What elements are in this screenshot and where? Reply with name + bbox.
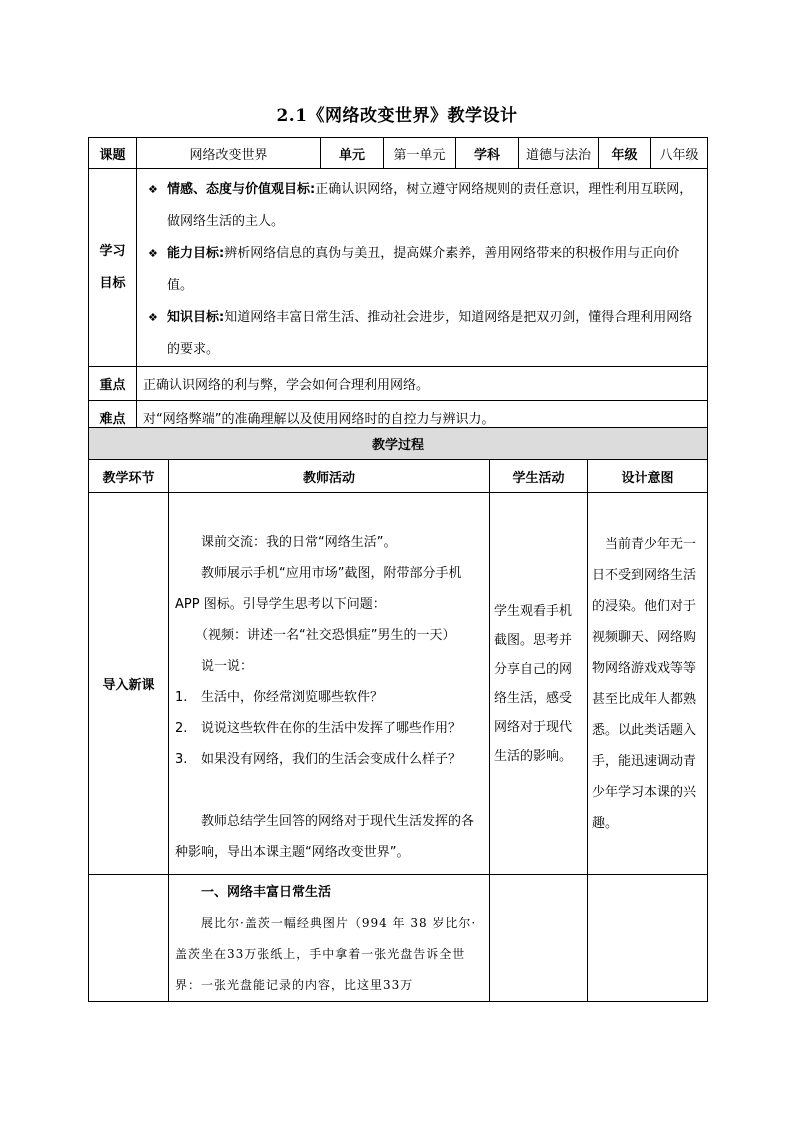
teacher-text: （视频：讲述一名“社交恐惧症”男生的一天） [195, 628, 456, 643]
objective-head: 知识目标: [167, 310, 225, 325]
unit-value: 第一单元 [384, 138, 456, 169]
objectives-label-1: 学习 [99, 243, 126, 259]
process-header: 教学过程 [89, 428, 708, 460]
stage-section1 [89, 875, 169, 1002]
question-number: 2. [175, 721, 188, 736]
teacher-text: 说一说： [201, 659, 254, 674]
student-activity-intro: 学生观看手机截图。思考并分享自己的网络生活，感受网络对于现代生活的影响。 [490, 493, 588, 875]
question-text: 说说这些软件在你的生活中发挥了哪些作用？ [201, 721, 462, 736]
objectives-label-2: 目标 [99, 275, 126, 291]
col-stage: 教学环节 [89, 460, 169, 493]
question-number: 1. [175, 690, 188, 705]
key-point-label: 重点 [89, 367, 137, 401]
question-text: 如果没有网络，我们的生活会变成什么样子？ [201, 752, 462, 767]
objective-head: 能力目标: [167, 246, 225, 261]
topic-value: 网络改变世界 [137, 138, 321, 169]
question-text: 生活中，你经常浏览哪些软件？ [201, 690, 384, 705]
difficulty-label: 难点 [89, 401, 137, 435]
col-intent: 设计意图 [588, 460, 708, 493]
objective-text: 辨析网络信息的真伪与美丑，提高媒介素养，善用网络带来的积极作用与正向价值。 [167, 246, 680, 293]
process-table [88, 427, 708, 1002]
teacher-activity-section1 [169, 875, 490, 1002]
col-student: 学生活动 [490, 460, 588, 493]
objective-head: 情感、态度与价值观目标: [167, 182, 316, 197]
teacher-text: 教师总结学生回答的网络对于现代生活发挥的各种影响，导出本课主题“网络改变世界”。 [175, 814, 475, 860]
design-intent-intro: 当前青少年无一日不受到网络生活的浸染。他们对于视频聊天、网络购物网络游戏戏等等甚至比成年人都熟悉。以此类话题入手，能迅速调动青少年学习本课的兴趣。 [588, 493, 708, 875]
unit-label: 单元 [321, 138, 384, 169]
objective-item [137, 302, 707, 366]
grade-label: 年级 [599, 138, 651, 169]
question-item [175, 682, 483, 713]
question-number: 3. [175, 752, 188, 767]
design-intent-section1 [588, 875, 708, 1002]
subject-label: 学科 [456, 138, 519, 169]
key-point-text: 正确认识网络的利与弊，学会如何合理利用网络。 [137, 367, 708, 401]
diamond-bullet-icon: ❖ [148, 183, 158, 196]
diamond-bullet-icon: ❖ [148, 247, 158, 260]
question-item [175, 713, 483, 744]
objective-text: 正确认识网络，树立遵守网络规则的责任意识，理性利用互联网，做网络生活的主人。 [167, 182, 693, 229]
topic-label: 课题 [89, 138, 137, 169]
teacher-text: 展比尔·盖茨一幅经典图片（994 年 38 岁比尔·盖茨坐在33万张纸上，手中拿着一张光盘告诉全世界：一张光盘能记录的内容，比这里33万 [175, 916, 477, 992]
objectives-label [89, 169, 137, 367]
info-table [88, 137, 708, 435]
stage-intro: 导入新课 [89, 493, 169, 875]
objective-text: 知道网络丰富日常生活、推动社会进步，知道网络是把双刃剑，懂得合理利用网络的要求。 [167, 310, 693, 357]
col-teacher: 教师活动 [169, 460, 490, 493]
section-heading: 一、网络丰富日常生活 [201, 885, 332, 900]
subject-value: 道德与法治 [519, 138, 599, 169]
grade-value: 八年级 [651, 138, 708, 169]
page-title: 2.1《网络改变世界》教学设计 [276, 106, 518, 126]
objective-item [137, 238, 707, 302]
teacher-text: 课前交流：我的日常“网络生活”。 [201, 535, 397, 550]
diamond-bullet-icon: ❖ [148, 311, 158, 324]
student-activity-section1 [490, 875, 588, 1002]
difficulty-text: 对“网络弊端”的准确理解以及使用网络时的自控力与辨识力。 [137, 401, 708, 435]
teacher-text: 教师展示手机“应用市场”截图，附带部分手机 APP 图标。引导学生思考以下问题： [175, 566, 462, 612]
teacher-activity-intro [169, 493, 490, 875]
objective-item [137, 169, 707, 238]
question-item [175, 744, 483, 775]
objectives-cell [137, 169, 708, 367]
